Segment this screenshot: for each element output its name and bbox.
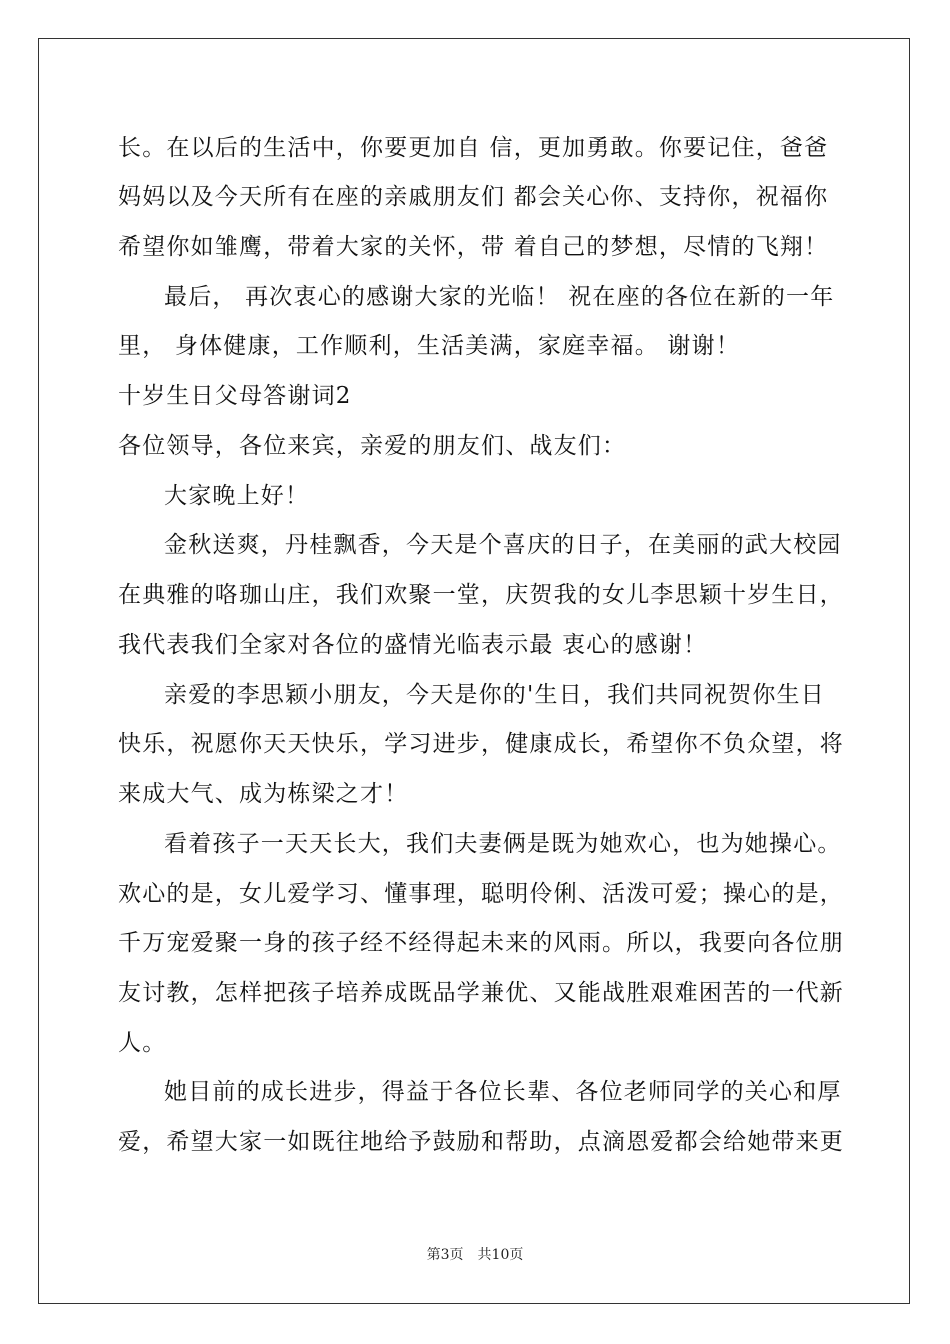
text-line: 欢心的是，女儿爱学习、懂事理，聪明伶俐、活泼可爱；操心的是， <box>118 881 844 907</box>
text-line: 长。在以后的生活中，你要更加自 信，更加勇敢。你要记住，爸爸 <box>118 135 829 161</box>
text-line: 在典雅的咯珈山庄，我们欢聚一堂，庆贺我的女儿李思颖十岁生日， <box>118 582 844 608</box>
greeting: 大家晚上好！ <box>164 483 310 509</box>
text-line: 爱，希望大家一如既往地给予鼓励和帮助，点滴恩爱都会给她带来更 <box>118 1129 844 1155</box>
text-line: 我代表我们全家对各位的盛情光临表示最 衷心的感谢！ <box>118 632 708 658</box>
text-line: 快乐，祝愿你天天快乐，学习进步，健康成长，希望你不负众望，将 <box>118 731 844 757</box>
text-line: 友讨教，怎样把孩子培养成既品学兼优、又能战胜艰难困苦的一代新 <box>118 980 844 1006</box>
text-line: 最后， 再次衷心的感谢大家的光临！ 祝在座的各位在新的一年 <box>164 284 835 310</box>
page-border <box>38 38 910 1304</box>
section-heading: 十岁生日父母答谢词2 <box>118 383 352 409</box>
text-line: 金秋送爽，丹桂飘香，今天是个喜庆的日子，在美丽的武大校园 <box>164 532 842 558</box>
text-line: 希望你如雏鹰，带着大家的关怀，带 着自己的梦想，尽情的飞翔！ <box>118 234 829 260</box>
text-line: 千万宠爱聚一身的孩子经不经得起未来的风雨。所以，我要向各位朋 <box>118 930 844 956</box>
text-line: 妈妈以及今天所有在座的亲戚朋友们 都会关心你、支持你，祝福你 <box>118 184 829 210</box>
page-number: 第3页 共10页 <box>426 1247 524 1263</box>
text-line: 看着孩子一天天长大，我们夫妻俩是既为她欢心，也为她操心。 <box>164 831 842 857</box>
text-line: 亲爱的李思颖小朋友，今天是你的'生日，我们共同祝贺你生日 <box>164 682 825 708</box>
salutation: 各位领导，各位来宾，亲爱的朋友们、战友们： <box>118 433 627 459</box>
text-line: 来成大气、成为栋梁之才！ <box>118 781 409 807</box>
text-line: 里， 身体健康，工作顺利，生活美满，家庭幸福。 谢谢！ <box>118 333 741 359</box>
text-line: 人。 <box>118 1030 167 1056</box>
text-line: 她目前的成长进步，得益于各位长辈、各位老师同学的关心和厚 <box>164 1079 842 1105</box>
